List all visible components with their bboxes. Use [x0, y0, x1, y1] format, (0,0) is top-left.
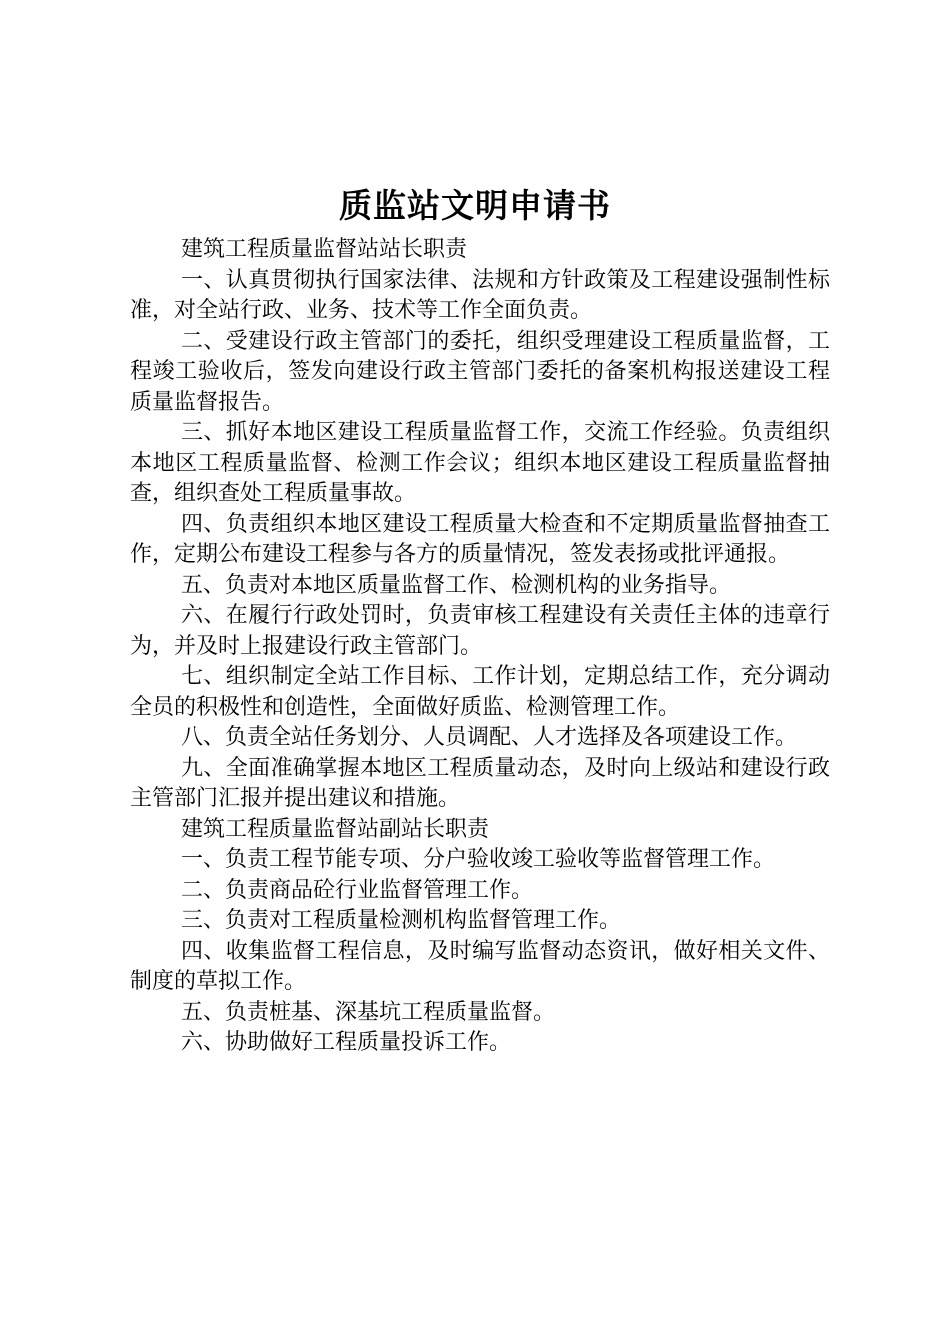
deputy-duty-1: 一、负责工程节能专项、分户验收竣工验收等监督管理工作。: [181, 847, 776, 872]
director-duty-9: 九、全面准确掌握本地区工程质量动态，及时向上级站和建设行政主管部门汇报并提出建议和措施。: [130, 755, 830, 811]
deputy-duty-6: 六、协助做好工程质量投诉工作。: [181, 1030, 512, 1055]
section-heading-deputy: 建筑工程质量监督站副站长职责: [181, 816, 490, 842]
deputy-duty-3: 三、负责对工程质量检测机构监督管理工作。: [181, 908, 622, 933]
director-duty-2: 二、受建设行政主管部门的委托，组织受理建设工程质量监督，工程竣工验收后，签发向建设行政主管部门委托的备案机构报送建设工程质量监督报告。: [130, 328, 830, 415]
section-heading-director: 建筑工程质量监督站站长职责: [181, 237, 468, 262]
document-body: [130, 235, 830, 1059]
director-duty-5: 五、负责对本地区质量监督工作、检测机构的业务指导。: [181, 572, 732, 598]
deputy-duty-2: 二、负责商品砼行业监督管理工作。: [181, 877, 534, 903]
director-duty-8: 八、负责全站任务划分、人员调配、人才选择及各项建设工作。: [181, 725, 798, 750]
director-duty-6: 六、在履行行政处罚时，负责审核工程建设有关责任主体的违章行为，并及时上报建设行政主管部门。: [130, 603, 830, 659]
deputy-duty-4: 四、收集监督工程信息，及时编写监督动态资讯，做好相关文件、制度的草拟工作。: [130, 938, 830, 994]
director-duty-3: 三、抓好本地区建设工程质量监督工作，交流工作经验。负责组织本地区工程质量监督、检测工作会议；组织本地区建设工程质量监督抽查，组织查处工程质量事故。: [130, 420, 830, 506]
director-duty-1: 一、认真贯彻执行国家法律、法规和方针政策及工程建设强制性标准，对全站行政、业务、技术等工作全面负责。: [130, 267, 830, 323]
director-duty-4: 四、负责组织本地区建设工程质量大检查和不定期质量监督抽查工作，定期公布建设工程参与各方的质量情况，签发表扬或批评通报。: [130, 511, 830, 567]
document-title: 质监站文明申请书: [339, 186, 611, 225]
director-duty-7: 七、组织制定全站工作目标、工作计划，定期总结工作，充分调动全员的积极性和创造性，全面做好质监、检测管理工作。: [130, 664, 830, 720]
deputy-duty-5: 五、负责桩基、深基坑工程质量监督。: [181, 999, 556, 1025]
